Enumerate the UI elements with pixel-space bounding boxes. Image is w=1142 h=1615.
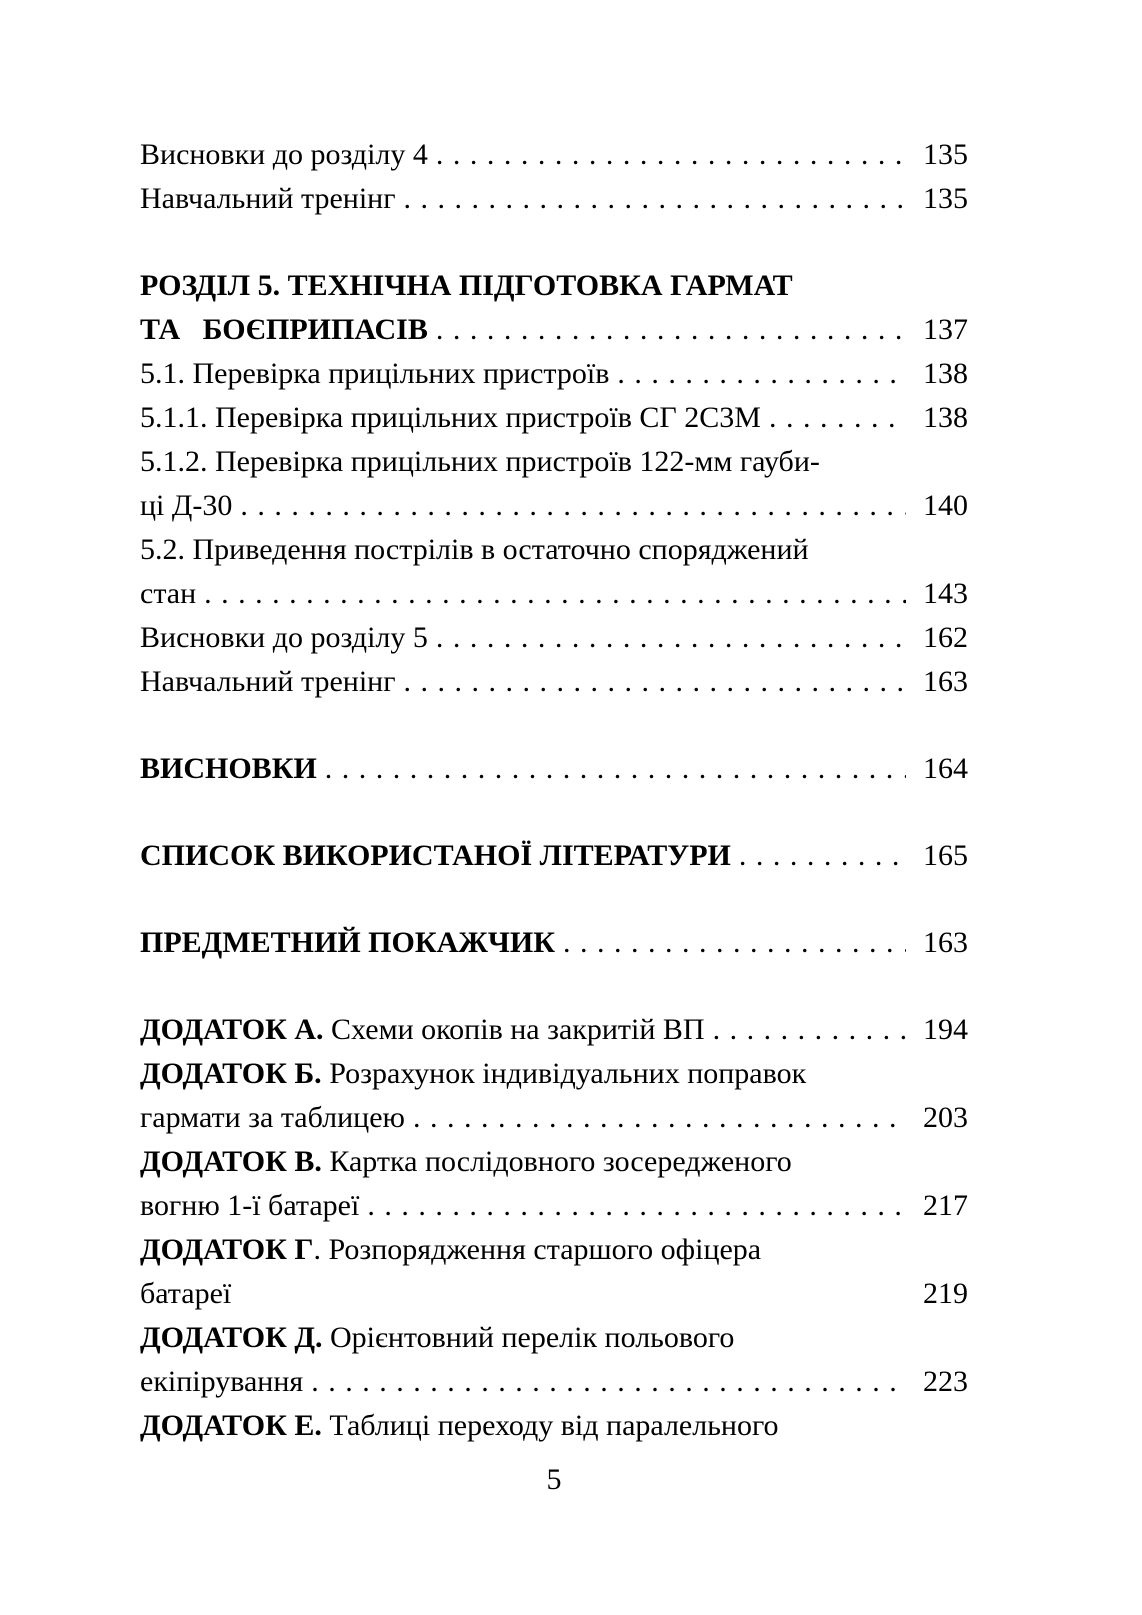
toc-entry	[140, 352, 968, 396]
toc-entry-text: Висновки до розділу 5	[140, 621, 428, 654]
toc-entry	[140, 1360, 968, 1404]
toc-entry	[140, 572, 968, 616]
toc-entry-text	[140, 1008, 705, 1052]
toc-entry-text: гармати за таблицею	[140, 1101, 405, 1134]
dot-leader	[413, 1096, 906, 1140]
page-number: 135	[923, 138, 968, 171]
appendix-title: Орієнтовний перелік польового	[322, 1321, 735, 1354]
toc-entry-text: стан	[140, 577, 197, 610]
dot-leader	[240, 484, 906, 528]
appendix-title: Схеми окопів на закритій ВП	[323, 1013, 705, 1046]
dot-leader	[204, 572, 906, 616]
dot-leader	[739, 834, 906, 878]
appendix-label: ДОДАТОК В.	[140, 1145, 322, 1178]
page-number: 164	[923, 752, 968, 785]
dot-leader	[436, 616, 906, 660]
toc-entry-text	[140, 1052, 806, 1096]
toc-entry-text: Навчальний тренінг	[140, 665, 396, 698]
page-number: 138	[923, 357, 968, 390]
toc-entry-text	[140, 1316, 734, 1360]
toc-entry-text: СПИСОК ВИКОРИСТАНОЇ ЛІТЕРАТУРИ	[140, 839, 731, 872]
table-of-contents	[140, 133, 968, 1448]
toc-entry-text: 5.1.1. Перевірка прицільних пристроїв СГ 2С3М	[140, 401, 761, 434]
page-number: 162	[923, 621, 968, 654]
toc-entry	[140, 1184, 968, 1228]
toc-entry	[140, 440, 968, 484]
toc-entry-text: 5.1.2. Перевірка прицільних пристроїв 122-мм гауби-	[140, 445, 820, 478]
toc-entry	[140, 528, 968, 572]
toc-entry	[140, 616, 968, 660]
toc-entry-text	[140, 1140, 792, 1184]
toc-appendix-entry	[140, 1140, 968, 1184]
toc-entry-text: ТА БОЄПРИПАСІВ	[140, 313, 428, 346]
toc-entry	[140, 1272, 968, 1316]
dot-leader	[769, 396, 906, 440]
page-number: 223	[923, 1365, 968, 1398]
dot-leader	[436, 308, 906, 352]
toc-chapter-heading	[140, 264, 968, 308]
toc-section-heading	[140, 747, 968, 791]
appendix-title: Розрахунок індивідуальних поправок	[321, 1057, 807, 1090]
page-number: 203	[923, 1101, 968, 1134]
toc-appendix-entry	[140, 1316, 968, 1360]
page-number: 138	[923, 401, 968, 434]
toc-entry	[140, 484, 968, 528]
appendix-label: ДОДАТОК А.	[140, 1013, 324, 1046]
page-number: 165	[923, 839, 968, 872]
toc-entry	[140, 660, 968, 704]
toc-entry-text: РОЗДІЛ 5. ТЕХНІЧНА ПІДГОТОВКА ГАРМАТ	[140, 269, 793, 302]
page-number: 143	[923, 577, 968, 610]
toc-chapter-heading	[140, 308, 968, 352]
toc-entry	[140, 177, 968, 221]
dot-leader	[404, 660, 906, 704]
dot-leader	[404, 177, 906, 221]
page-footer	[140, 1458, 968, 1502]
toc-entry-text: Висновки до розділу 4	[140, 138, 428, 171]
toc-entry-text: екіпірування	[140, 1365, 304, 1398]
page-number: 217	[923, 1189, 968, 1222]
page-number: 163	[923, 665, 968, 698]
page-number: 194	[923, 1013, 968, 1046]
appendix-title: Таблиці переходу від паралельного	[321, 1409, 779, 1442]
toc-entry-text: Навчальний тренінг	[140, 182, 396, 215]
appendix-label: ДОДАТОК Е.	[140, 1409, 322, 1442]
page-number: 219	[923, 1277, 968, 1310]
dot-leader	[617, 352, 906, 396]
appendix-label: ДОДАТОК Д.	[140, 1321, 323, 1354]
toc-entry	[140, 1096, 968, 1140]
toc-entry-text: ПРЕДМЕТНИЙ ПОКАЖЧИК	[140, 926, 556, 959]
page-number: 163	[923, 926, 968, 959]
toc-entry-text: 5.1. Перевірка прицільних пристроїв	[140, 357, 610, 390]
dot-leader	[367, 1184, 906, 1228]
page-number: 137	[923, 313, 968, 346]
footer-page-number: 5	[546, 1463, 562, 1496]
dot-leader	[311, 1360, 906, 1404]
toc-entry-text: 5.2. Приведення пострілів в остаточно споряджений	[140, 533, 809, 566]
toc-appendix-entry	[140, 1228, 968, 1272]
toc-entry-text	[140, 1228, 761, 1272]
toc-section-heading	[140, 921, 968, 965]
toc-appendix-entry	[140, 1008, 968, 1052]
toc-entry-text: вогню 1-ї батареї	[140, 1189, 360, 1222]
toc-entry	[140, 396, 968, 440]
toc-appendix-entry	[140, 1052, 968, 1096]
appendix-label: ДОДАТОК Б.	[140, 1057, 322, 1090]
appendix-title: Картка послідовного зосередженого	[321, 1145, 792, 1178]
page-number: 140	[923, 489, 968, 522]
page-number: 135	[923, 182, 968, 215]
toc-entry-text: ВИСНОВКИ	[140, 752, 317, 785]
dot-leader	[563, 921, 906, 965]
toc-section-heading	[140, 834, 968, 878]
toc-entry-text: ці Д-30	[140, 489, 233, 522]
toc-appendix-entry	[140, 1404, 968, 1448]
appendix-title: . Розпорядження старшого офіцера	[313, 1233, 762, 1266]
appendix-label: ДОДАТОК Г	[140, 1233, 314, 1266]
dot-leader	[436, 133, 906, 177]
dot-leader	[325, 747, 906, 791]
toc-entry	[140, 133, 968, 177]
toc-entry-text	[140, 1404, 779, 1448]
toc-entry-text: батареї	[140, 1277, 232, 1310]
dot-leader	[713, 1008, 906, 1052]
